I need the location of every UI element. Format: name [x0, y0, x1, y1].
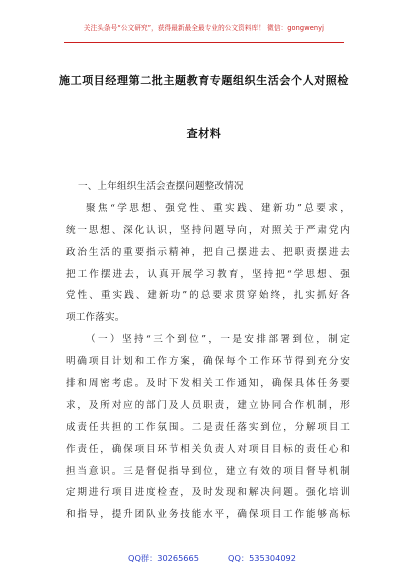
paragraph-line: 求，及所对应的部门及人员职责，建立协同合作机制，形 [66, 399, 350, 411]
paragraph-line: 项工作落实。 [66, 312, 125, 324]
header-divider [64, 42, 344, 43]
paragraph-line: 把工作摆进去，认真开展学习教育，坚持把“学思想、强 [66, 268, 350, 280]
header-banner: 关注头条号“公文研究”，获得最新最全最专业的公文资料库！ 微信：gongwenyj [83, 24, 325, 32]
paragraph-line: 政治生活的重要指示精神，把自己摆进去、把职责摆进去 [66, 246, 350, 258]
paragraph-line: 排和周密考虑。及时下发相关工作通知，确保具体任务要 [66, 378, 350, 390]
footer-qq-group: QQ群：30265665 [128, 553, 199, 563]
paragraph-line: （一）坚持“三个到位”，一是安排部署到位，制定 [86, 334, 350, 346]
document-body [66, 176, 350, 526]
paragraph-line: 党性、重实践、建新功”的总要求贯穿始终，扎实抓好各 [66, 290, 350, 302]
paragraph-line: 作责任，确保项目环节相关负责人对项目目标的责任心和 [66, 443, 350, 455]
section-heading: 一、上年组织生活会查摆问题整改情况 [78, 181, 244, 192]
paragraph-line: 和指导，提升团队业务技能水平，确保项目工作能够高标 [66, 509, 350, 521]
document-title-line-2: 查材料 [186, 127, 222, 140]
paragraph-line: 聚焦“学思想、强党性、重实践、建新功”总要求， [86, 202, 350, 214]
paragraph-line: 担当意识。三是督促指导到位，建立有效的项目督导机制 [66, 465, 350, 477]
paragraph-line: 定期进行项目进度检查，及时发现和解决问题。强化培训 [66, 487, 350, 499]
paragraph-line: 明确项目计划和工作方案，确保每个工作环节得到充分安 [66, 356, 350, 368]
footer-qq-number: QQ：535304092 [228, 553, 296, 563]
document-title-line-1: 施工项目经理第二批主题教育专题组织生活会个人对照检 [59, 74, 349, 87]
paragraph-line: 成责任共担的工作氛围。二是责任落实到位，分解项目工 [66, 421, 350, 433]
paragraph-line: 统一思想、深化认识，坚持问题导向，对照关于严肃党内 [66, 224, 350, 236]
